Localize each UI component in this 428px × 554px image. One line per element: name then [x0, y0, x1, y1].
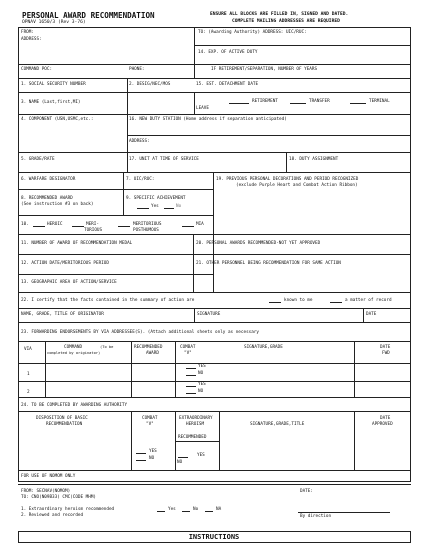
address-label: ADDRESS: — [21, 37, 42, 42]
nomom-date-label: DATE: — [300, 489, 313, 494]
col-combat: COMBAT — [180, 345, 196, 350]
heroism-yes-option[interactable]: YES — [197, 453, 205, 458]
nomom-item-2: 2. Reviewed and recorded — [21, 513, 84, 518]
recommended-label: RECOMMENDED — [178, 435, 207, 440]
specific-achievement-label: 9. SPECIFIC ACHIEVEMENT — [126, 196, 186, 201]
heroism-label: HEROISM — [186, 422, 205, 427]
from-label: FROM: — [21, 30, 34, 35]
col-via: VIA — [24, 347, 32, 352]
nomom-yes-option[interactable]: Yes — [168, 507, 176, 512]
awarding-authority-title: 24. TO BE COMPLETED BY AWARDING AUTHORITY — [21, 403, 128, 408]
previous-decorations-label: 19. PREVIOUS PERSONAL DECORATIONS AND PERIOD RECOGNIZED — [216, 177, 359, 182]
forwarding-row-2-num: 2 — [27, 390, 30, 395]
col-recommended-award: RECOMMENDED — [134, 345, 163, 350]
disposition-label-2: RECOMMENDATION — [46, 422, 83, 427]
instructions-heading: INSTRUCTIONS — [188, 533, 240, 541]
item-10-label: 10. — [21, 222, 29, 227]
combat-yes-option[interactable]: YES — [149, 449, 157, 454]
geographic-area-label: 13. GEOGRAPHIC AREA OF ACTION/SERVICE — [21, 280, 117, 285]
meritorious-posthumous-line2: POSTHUMOUS — [133, 228, 159, 233]
known-to-me-option[interactable]: known to me — [284, 298, 313, 303]
ssn-label: 1. SOCIAL SECURITY NUMBER — [21, 82, 86, 87]
meritorious-posthumous-option[interactable]: MERITORIOUS — [133, 222, 162, 227]
specific-yes-option[interactable]: Yes — [151, 204, 159, 209]
originator-date-label: DATE — [366, 312, 377, 317]
extraordinary-label: EXTRAORDINARY — [179, 416, 213, 421]
row-2-no-option[interactable]: NO — [198, 389, 204, 394]
awards-not-approved-label: 20. PERSONAL AWARDS RECOMMENDED-NOT YET APPROVED — [196, 241, 321, 246]
disposition-label: DISPOSITION OF BASIC — [36, 416, 88, 421]
matter-of-record-option[interactable]: a matter of record — [345, 298, 392, 303]
retirement-option[interactable]: RETIREMENT — [252, 99, 278, 104]
heroic-option[interactable]: HEROIC — [47, 222, 63, 227]
recommended-award-note: (See instruction #3 on back) — [21, 202, 94, 207]
previous-decorations-note: (exclude Purple Heart and Combat Action Ribbon) — [236, 183, 358, 188]
col-command: COMMAND — [64, 345, 83, 350]
originator-name-label: NAME, GRADE, TITLE OF ORIGINATOR — [21, 312, 104, 317]
name-label: 3. NAME (Last,first,MI) — [21, 100, 81, 105]
header-instruction-1: ENSURE ALL BLOCKS ARE FILLED IN, SIGNED AND DATED. — [210, 12, 349, 17]
row-1-no-option[interactable]: NO — [198, 371, 204, 376]
recommended-award-label: 8. RECOMMENDED AWARD — [21, 196, 73, 201]
warfare-designator-label: 6. WARFARE DESIGNATOR — [21, 177, 76, 182]
awarding-combat-v: "V" — [146, 422, 154, 427]
nomom-title: FOR USE OF NOMOM ONLY — [21, 474, 76, 479]
awarding-combat: COMBAT — [142, 416, 158, 421]
new-duty-station-label: 16. NEW DUTY STATION (Home address if separation anticipated) — [129, 117, 287, 122]
duty-assignment-label: 18. DUTY ASSIGNMENT — [289, 157, 339, 162]
forwarding-title: 23. FORWARDING ENDORSEMENTS BY VIA ADDRESSEE(S). (Attach additional sheets only as necessary — [21, 330, 259, 335]
form-title: PERSONAL AWARD RECOMMENDATION — [22, 11, 155, 20]
col-recommended-award-2: AWARD — [146, 351, 159, 356]
detachment-date-label: 15. EST. DETACHMENT DATE — [196, 82, 259, 87]
retirement-years-label: IF RETIREMENT/SEPARATION, NUMBER OF YEARS — [211, 67, 318, 72]
nomom-na-option[interactable]: NA — [216, 507, 222, 512]
transfer-option[interactable]: TRANSFER — [309, 99, 330, 104]
col-signature-grade: SIGNATURE,GRADE — [244, 345, 283, 350]
row-2-yes-option[interactable]: YES — [198, 382, 206, 387]
combat-no-option[interactable]: NO — [149, 456, 155, 461]
col-date-fwd-2: FWD — [382, 351, 390, 356]
specific-no-option[interactable]: No — [176, 204, 182, 209]
col-combat-v: "V" — [184, 351, 192, 356]
component-label: 4. COMPONENT (USN,USMC,etc.: — [21, 117, 94, 122]
desig-label: 2. DESIG/NEC/MOS — [129, 82, 171, 87]
mia-option[interactable]: MIA — [196, 222, 204, 227]
header-instruction-2: COMPLETE MAILING ADDRESSES ARE REQUIRED — [232, 19, 340, 24]
by-direction-label: By direction — [300, 514, 332, 519]
heroism-no-option[interactable]: NO — [177, 460, 183, 465]
originator-signature-label: SIGNATURE — [197, 312, 221, 317]
awarding-signature-label: SIGNATURE,GRADE,TITLE — [250, 422, 305, 427]
col-date-fwd: DATE — [380, 345, 391, 350]
awarding-date-approved: APPROVED — [372, 422, 393, 427]
nomom-from: FROM: SECNAV(NOMOM) — [21, 489, 71, 494]
terminal-option[interactable]: TERMINAL — [369, 99, 390, 104]
unit-label: 17. UNIT AT TIME OF SERVICE — [129, 157, 199, 162]
row-1-yes-option[interactable]: YES — [198, 364, 206, 369]
leave-option[interactable]: LEAVE — [196, 106, 209, 111]
col-command-note: completed by originator) — [47, 351, 101, 355]
action-date-label: 12. ACTION DATE/MERITORIOUS PERIOD — [21, 261, 109, 266]
forwarding-row-1-num: 1 — [27, 372, 30, 377]
exp-active-duty-label: 14. EXP. OF ACTIVE DUTY — [198, 50, 258, 55]
nomom-to: TO: CNO(N09B33) CMC(CODE MHM) — [21, 495, 97, 500]
number-of-award-label: 11. NUMBER OF AWARD OF RECOMMENDATION MEDAL — [21, 241, 133, 246]
phone-label: PHONE: — [129, 67, 145, 72]
to-label: TO: (Awarding Authority) ADDRESS: UIC/RUC: — [198, 30, 307, 35]
col-command-to-be: (To be — [100, 345, 114, 349]
uic-label: 7. UIC/RUC: — [126, 177, 155, 182]
command-poc-label: COMMAND POC: — [21, 67, 53, 72]
certify-statement: 22. I certify that the facts contained in the summary of action are — [21, 298, 195, 303]
awarding-date-label: DATE — [380, 416, 391, 421]
other-personnel-label: 21. OTHER PERSONNEL BEING RECOMMENDATION FOR SAME ACTION — [196, 261, 341, 266]
form-number: OPNAV 1650/3 (Rev 3-76) — [22, 20, 86, 25]
new-duty-address-label: ADDRESS: — [129, 139, 150, 144]
grade-rate-label: 5. GRADE/RATE — [21, 157, 55, 162]
meritorious-option-line2: TORIOUS — [84, 228, 103, 233]
meritorious-option[interactable]: MERI- — [86, 222, 99, 227]
nomom-no-option[interactable]: No — [193, 507, 199, 512]
nomom-item-1: 1. Extraordinary heroism recommended — [21, 507, 115, 512]
